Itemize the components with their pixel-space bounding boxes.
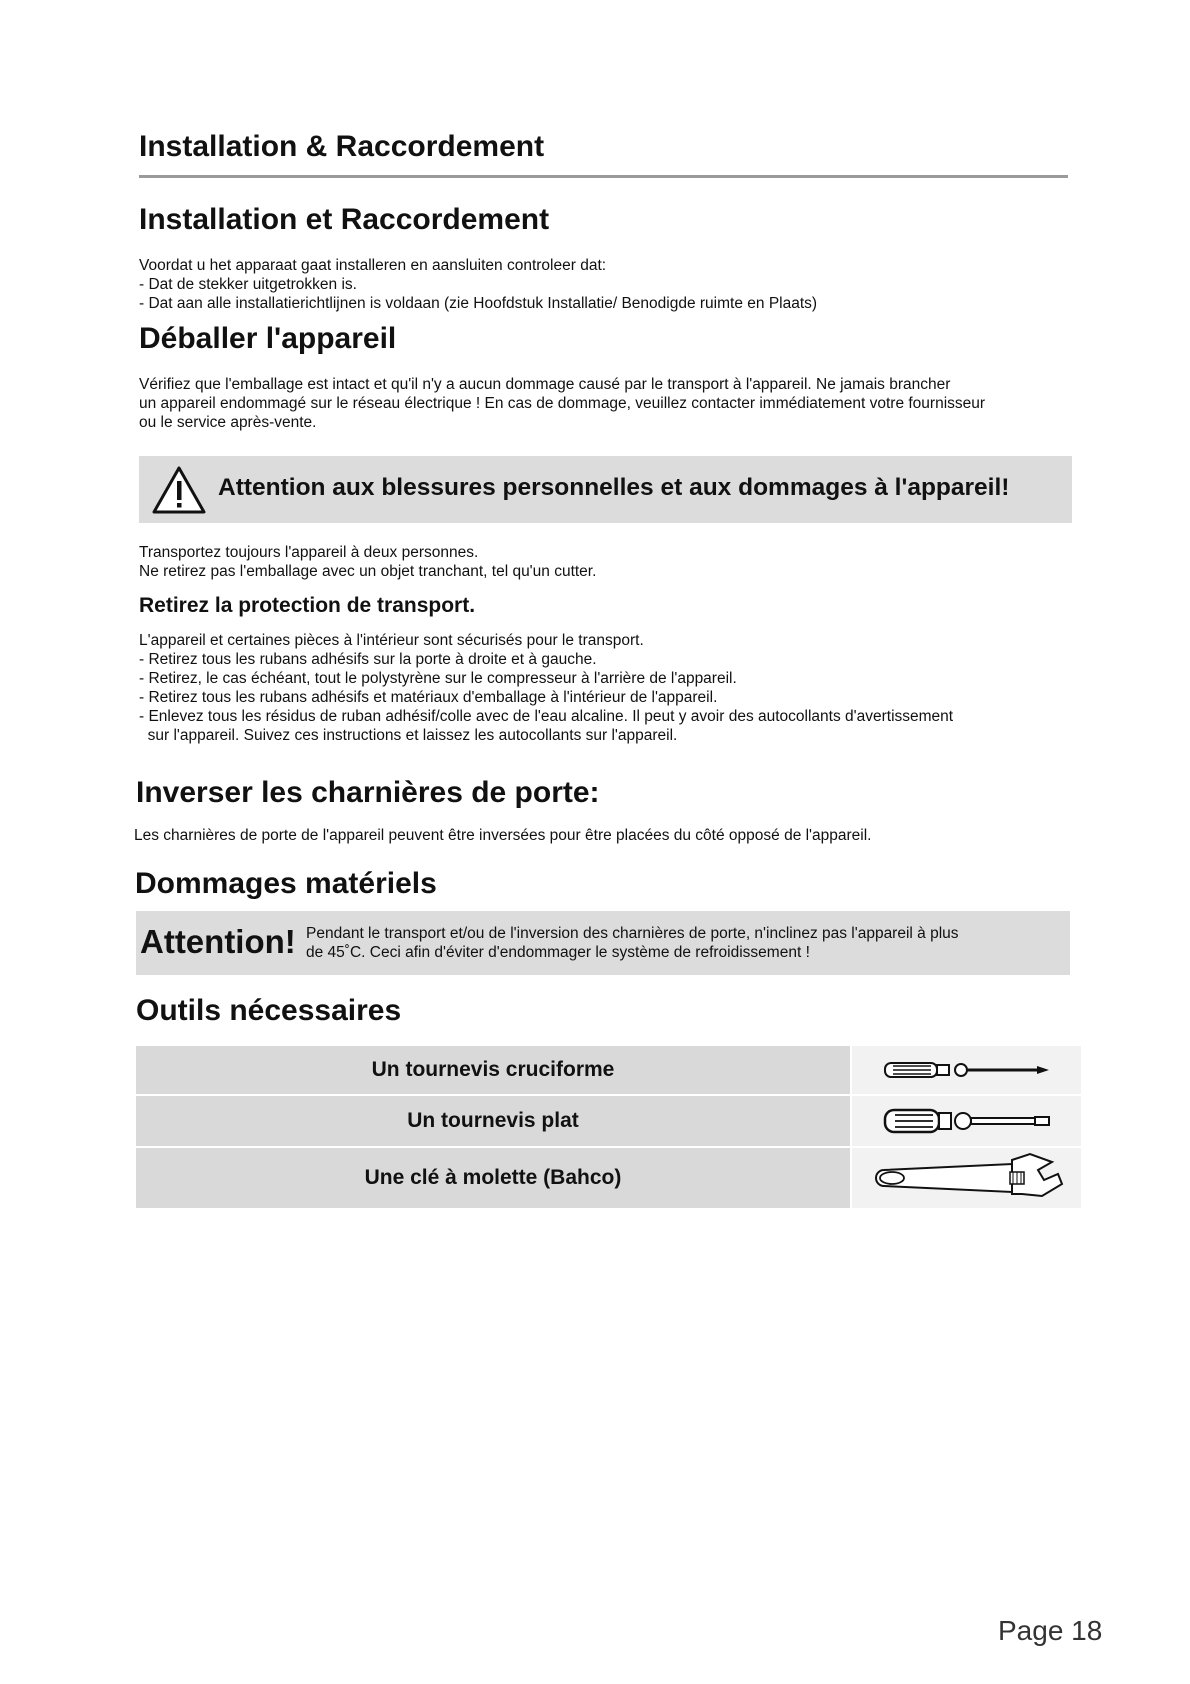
text-line: - Enlevez tous les résidus de ruban adhésif/colle avec de l'eau alcaline. Il peut y avoir des autocollants d'avertissement — [139, 708, 954, 725]
tools-table — [136, 1046, 1081, 1210]
page-number: Page 18 — [998, 1615, 1103, 1646]
section-hinges-heading: Inverser les charnières de porte: — [136, 776, 600, 809]
text-line: sur l'appareil. Suivez ces instructions et laissez les autocollants sur l'appareil. — [139, 727, 678, 744]
flat-screwdriver-icon — [877, 1103, 1057, 1139]
section-unpack-heading: Déballer l'appareil — [139, 322, 397, 355]
text-line: - Dat aan alle installatierichtlijnen is voldaan (zie Hoofdstuk Installatie/ Benodigde ruimte en Plaats) — [139, 295, 818, 312]
warning-triangle-icon — [151, 465, 207, 515]
section-hinges-text: Les charnières de porte de l'appareil peuvent être inversées pour être placées du côté opposé de l'appareil. — [134, 827, 872, 844]
phillips-screwdriver-icon — [877, 1055, 1057, 1085]
header-divider — [139, 175, 1068, 178]
text-line: - Dat de stekker uitgetrokken is. — [139, 276, 357, 293]
text-line: Pendant le transport et/ou de l'inversion des charnières de porte, n'inclinez pas l'appareil à plus — [306, 925, 959, 942]
tool-row — [136, 1046, 1081, 1096]
section-damage-heading: Dommages matériels — [135, 867, 437, 900]
attention-label: Attention! — [140, 923, 296, 960]
section-unpack-text — [139, 375, 985, 432]
text-line: - Retirez, le cas échéant, tout le polystyrène sur le compresseur à l'arrière de l'appareil. — [139, 670, 737, 687]
text-line: L'appareil et certaines pièces à l'intérieur sont sécurisés pour le transport. — [139, 632, 644, 649]
text-line: - Retirez tous les rubans adhésifs sur la porte à droite et à gauche. — [139, 651, 597, 668]
transport-notes — [139, 543, 596, 581]
text-line: ou le service après-vente. — [139, 414, 317, 431]
attention-box — [136, 911, 1070, 975]
section-protection-text — [139, 631, 953, 745]
text-line: Ne retirez pas l'emballage avec un objet tranchant, tel qu'un cutter. — [139, 563, 597, 580]
tool-row — [136, 1148, 1081, 1210]
section-protection-heading: Retirez la protection de transport. — [139, 594, 476, 617]
tool-image-cell — [852, 1148, 1081, 1210]
section-install-text — [139, 256, 817, 313]
text-line: Voordat u het apparaat gaat installeren en aansluiten controleer dat: — [139, 257, 607, 274]
text-line: un appareil endommagé sur le réseau électrique ! En cas de dommage, veuillez contacter immédiatement votre fournisseur — [139, 395, 986, 412]
section-tools-heading: Outils nécessaires — [136, 994, 402, 1027]
text-line: Transportez toujours l'appareil à deux personnes. — [139, 544, 479, 561]
section-install-heading: Installation et Raccordement — [139, 203, 550, 236]
attention-text — [306, 924, 959, 962]
tool-name: Un tournevis cruciforme — [136, 1046, 850, 1096]
tool-image-cell — [852, 1046, 1081, 1096]
text-line: Vérifiez que l'emballage est intact et qu'il n'y a aucun dommage causé par le transport à l'appareil. Ne jamais brancher — [139, 376, 951, 393]
tool-name: Un tournevis plat — [136, 1096, 850, 1148]
warning-box — [139, 456, 1072, 523]
adjustable-wrench-icon — [862, 1150, 1072, 1206]
page-header-title: Installation & Raccordement — [139, 130, 545, 163]
tool-name: Une clé à molette (Bahco) — [136, 1148, 850, 1210]
tool-image-cell — [852, 1096, 1081, 1148]
text-line: - Retirez tous les rubans adhésifs et matériaux d'emballage à l'intérieur de l'appareil. — [139, 689, 718, 706]
text-line: de 45˚C. Ceci afin d'éviter d'endommager le système de refroidissement ! — [306, 944, 810, 961]
tool-row — [136, 1096, 1081, 1148]
warning-text: Attention aux blessures personnelles et aux dommages à l'appareil! — [218, 474, 1010, 501]
